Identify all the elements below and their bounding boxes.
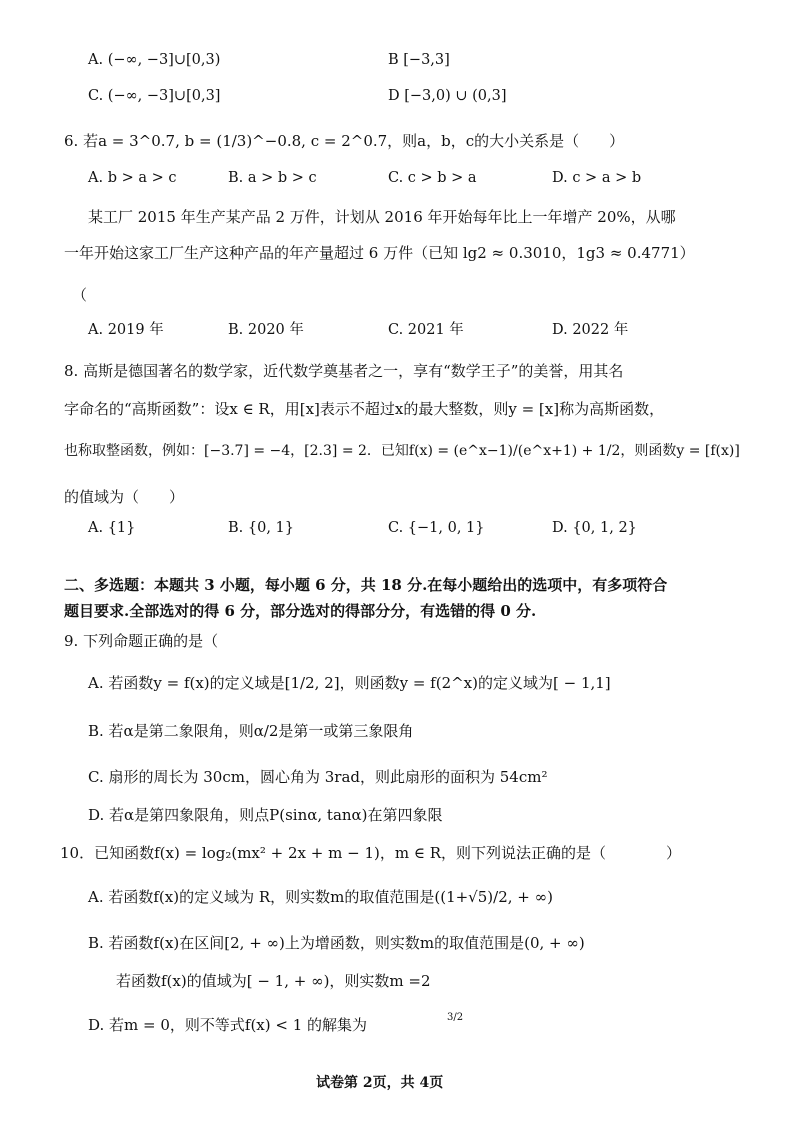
q8-option-d: D. {0, 1, 2} [552,520,637,536]
q7-option-b: B. 2020 年 [228,322,304,338]
q8-line3: 也称取整函数，例如：[−3.7] = −4，[2.3] = 2．已知f(x) = (e^x−1)/(e^x+1) + 1/2，则函数y = [f(x)] [64,443,740,459]
q8-line4: 的值域为（ ） [64,488,185,506]
q10-option-a: A. 若函数f(x)的定义域为 R，则实数m的取值范围是((1+√5)/2, + ∞) [88,888,553,906]
q7-option-c: C. 2021 年 [388,322,464,338]
q8-option-a: A. {1} [88,520,136,536]
q6-option-a: A. b > a > c [88,170,177,186]
q7-option-d: D. 2022 年 [552,322,629,338]
q9-stem: 9. 下列命题正确的是（ [64,632,219,650]
q8-option-b: B. {0, 1} [228,520,294,536]
q8-line1: 8. 高斯是德国著名的数学家，近代数学奠基者之一，享有“数学王子”的美誉，用其名 [64,362,624,380]
q10-option-d: D. 若m = 0，则不等式f(x) < 1 的解集为 [88,1016,368,1034]
q9-option-c: C. 扇形的周长为 30cm，圆心角为 3rad，则此扇形的面积为 54cm² [88,768,548,786]
q6-option-c: C. c > b > a [388,170,477,186]
q9-option-a: A. 若函数y = f(x)的定义域是[1/2, 2]，则函数y = f(2^x)的定义域为[ − 1,1] [88,674,611,692]
q10-option-d-tail: 3/2 [447,1012,464,1023]
q7-line1: 某工厂 2015 年生产某产品 2 万件，计划从 2016 年开始每年比上一年增产 20%，从哪 [88,208,676,226]
q8-option-c: C. {−1, 0, 1} [388,520,485,536]
q9-option-d: D. 若α是第四象限角，则点P(sinα, tanα)在第四象限 [88,806,443,824]
q10-option-c: 若函数f(x)的值域为[ − 1, + ∞)，则实数m =2 [116,972,431,990]
q9-option-b: B. 若α是第二象限角，则α/2是第一或第三象限角 [88,722,414,740]
q10-stem: 10．已知函数f(x) = log₂(mx² + 2x + m − 1)，m ∈ R，则下列说法正确的是（ ） [60,844,681,862]
q5-option-c: C. (−∞, −3]∪[0,3] [88,88,221,104]
q6-option-d: D. c > a > b [552,170,642,186]
q6-option-b: B. a > b > c [228,170,317,186]
q7-line2: 一年开始这家工厂生产这种产品的年产量超过 6 万件（已知 lg2 ≈ 0.3010，1g3 ≈ 0.4771） [64,244,695,262]
q5-option-b: B [−3,3] [388,52,450,68]
q8-line2: 字命名的“高斯函数”：设x ∈ R，用[x]表示不超过x的最大整数，则y = [x]称为高斯函数， [64,400,665,418]
q7-line3: （ [72,286,88,304]
page-footer: 试卷第 2页，共 4页 [316,1075,444,1091]
q7-option-a: A. 2019 年 [88,322,164,338]
section2-heading-line1: 二、多选题：本题共 3 小题，每小题 6 分，共 18 分.在每小题给出的选项中，有多项符合 [64,576,668,594]
q10-option-b: B. 若函数f(x)在区间[2, + ∞)上为增函数，则实数m的取值范围是(0, + ∞) [88,934,585,952]
q5-option-d: D [−3,0) ∪ (0,3] [388,88,507,104]
section2-heading-line2: 题目要求.全部选对的得 6 分，部分选对的得部分分，有选错的得 0 分. [64,602,537,620]
q5-option-a: A. (−∞, −3]∪[0,3) [88,52,221,68]
q6-stem: 6. 若a = 3^0.7, b = (1/3)^−0.8, c = 2^0.7，则a，b，c的大小关系是（ ） [64,132,625,150]
